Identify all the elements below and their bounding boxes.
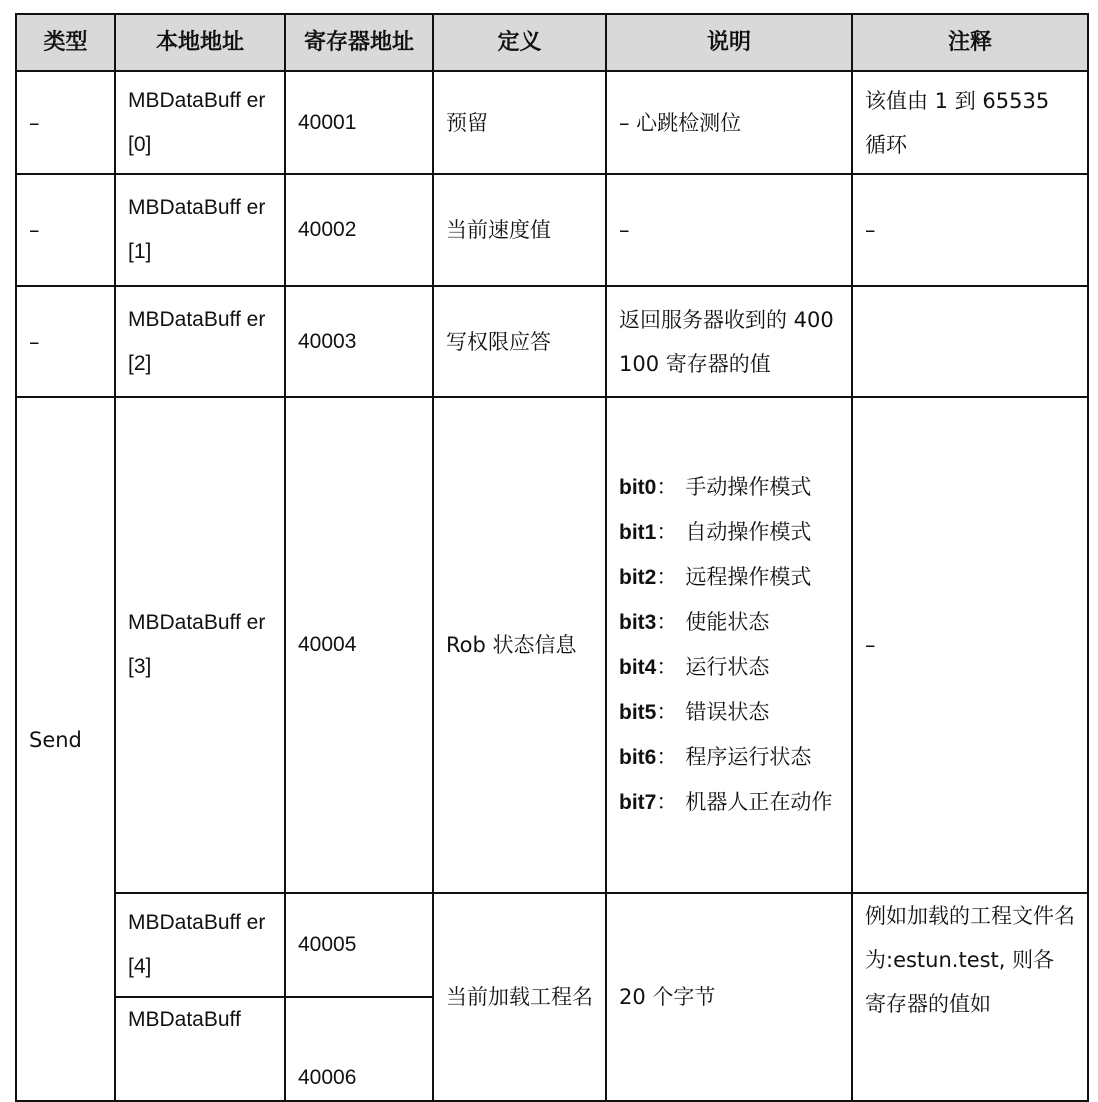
- bit-separator: ：: [656, 475, 678, 499]
- cell-local-address: MBDataBuff er[2]: [115, 286, 285, 397]
- cell-note: 该值由 1 到 65535 循环: [852, 71, 1088, 174]
- bit-description: 使能状态: [685, 610, 770, 634]
- bit-label: bit7: [619, 791, 657, 814]
- bit-line: [619, 555, 839, 600]
- bit-label: bit3: [619, 611, 657, 634]
- bit-line: [619, 645, 839, 690]
- bit-description: 运行状态: [685, 655, 770, 679]
- register-table: [15, 13, 1089, 1102]
- bit-description: 远程操作模式: [685, 565, 812, 589]
- bit-label: bit2: [619, 566, 657, 589]
- cell-description-merged: 20 个字节: [606, 893, 852, 1101]
- table-row: [16, 893, 1088, 997]
- cell-type: –: [16, 174, 115, 286]
- cell-register-address: 40005: [285, 893, 433, 997]
- table-row: [16, 174, 1088, 286]
- cell-note: [852, 286, 1088, 397]
- cell-register-address: 40006: [285, 997, 433, 1101]
- cell-local-address: MBDataBuff er[0]: [115, 71, 285, 174]
- cell-definition: 写权限应答: [433, 286, 606, 397]
- cell-description: 返回服务器收到的 400100 寄存器的值: [606, 286, 852, 397]
- cell-type-send: Send: [16, 397, 115, 1101]
- cell-note: –: [852, 397, 1088, 893]
- bit-description: 错误状态: [685, 700, 770, 724]
- bit-separator: ：: [656, 790, 678, 814]
- table-row-status: [16, 397, 1088, 893]
- bit-line: [619, 690, 839, 735]
- bit-label: bit6: [619, 746, 657, 769]
- cell-register-address: 40002: [285, 174, 433, 286]
- header-local-address: 本地地址: [115, 14, 285, 71]
- cell-description: – 心跳检测位: [606, 71, 852, 174]
- bit-line: [619, 465, 839, 510]
- bit-description: 机器人正在动作: [685, 790, 833, 814]
- bit-description: 自动操作模式: [685, 520, 812, 544]
- cell-note: –: [852, 174, 1088, 286]
- bit-description: 程序运行状态: [685, 745, 812, 769]
- bit-separator: ：: [656, 700, 678, 724]
- bit-line: [619, 510, 839, 555]
- header-register-address: 寄存器地址: [285, 14, 433, 71]
- bit-separator: ：: [656, 655, 678, 679]
- cell-register-address: 40003: [285, 286, 433, 397]
- bit-separator: ：: [656, 610, 678, 634]
- header-type: 类型: [16, 14, 115, 71]
- cell-status-bits: [606, 397, 852, 893]
- bit-separator: ：: [656, 520, 678, 544]
- cell-local-address: MBDataBuff er[3]: [115, 397, 285, 893]
- cell-type: –: [16, 286, 115, 397]
- cell-definition: Rob 状态信息: [433, 397, 606, 893]
- header-row: [16, 14, 1088, 71]
- cell-type: –: [16, 71, 115, 174]
- bit-line: [619, 600, 839, 645]
- cell-register-address: 40001: [285, 71, 433, 174]
- header-note: 注释: [852, 14, 1088, 71]
- header-definition: 定义: [433, 14, 606, 71]
- cell-definition: 预留: [433, 71, 606, 174]
- bit-label: bit0: [619, 476, 657, 499]
- cell-local-address: MBDataBuff er[1]: [115, 174, 285, 286]
- bit-label: bit1: [619, 521, 657, 544]
- cell-description: –: [606, 174, 852, 286]
- bit-label: bit4: [619, 656, 657, 679]
- register-table-container: [15, 13, 1089, 1102]
- bit-label: bit5: [619, 701, 657, 724]
- table-row: [16, 71, 1088, 174]
- cell-definition-merged: 当前加载工程名: [433, 893, 606, 1101]
- cell-definition: 当前速度值: [433, 174, 606, 286]
- bit-separator: ：: [656, 745, 678, 769]
- cell-register-address: 40004: [285, 397, 433, 893]
- bit-separator: ：: [656, 565, 678, 589]
- table-row: [16, 286, 1088, 397]
- bit-line: [619, 735, 839, 780]
- header-description: 说明: [606, 14, 852, 71]
- cell-local-address: MBDataBuff er[4]: [115, 893, 285, 997]
- cell-note-merged: 例如加载的工程文件名为:estun.test, 则各寄存器的值如: [852, 893, 1088, 1101]
- bit-line: [619, 780, 839, 825]
- bit-description: 手动操作模式: [685, 475, 812, 499]
- cell-local-address: MBDataBuff: [115, 997, 285, 1101]
